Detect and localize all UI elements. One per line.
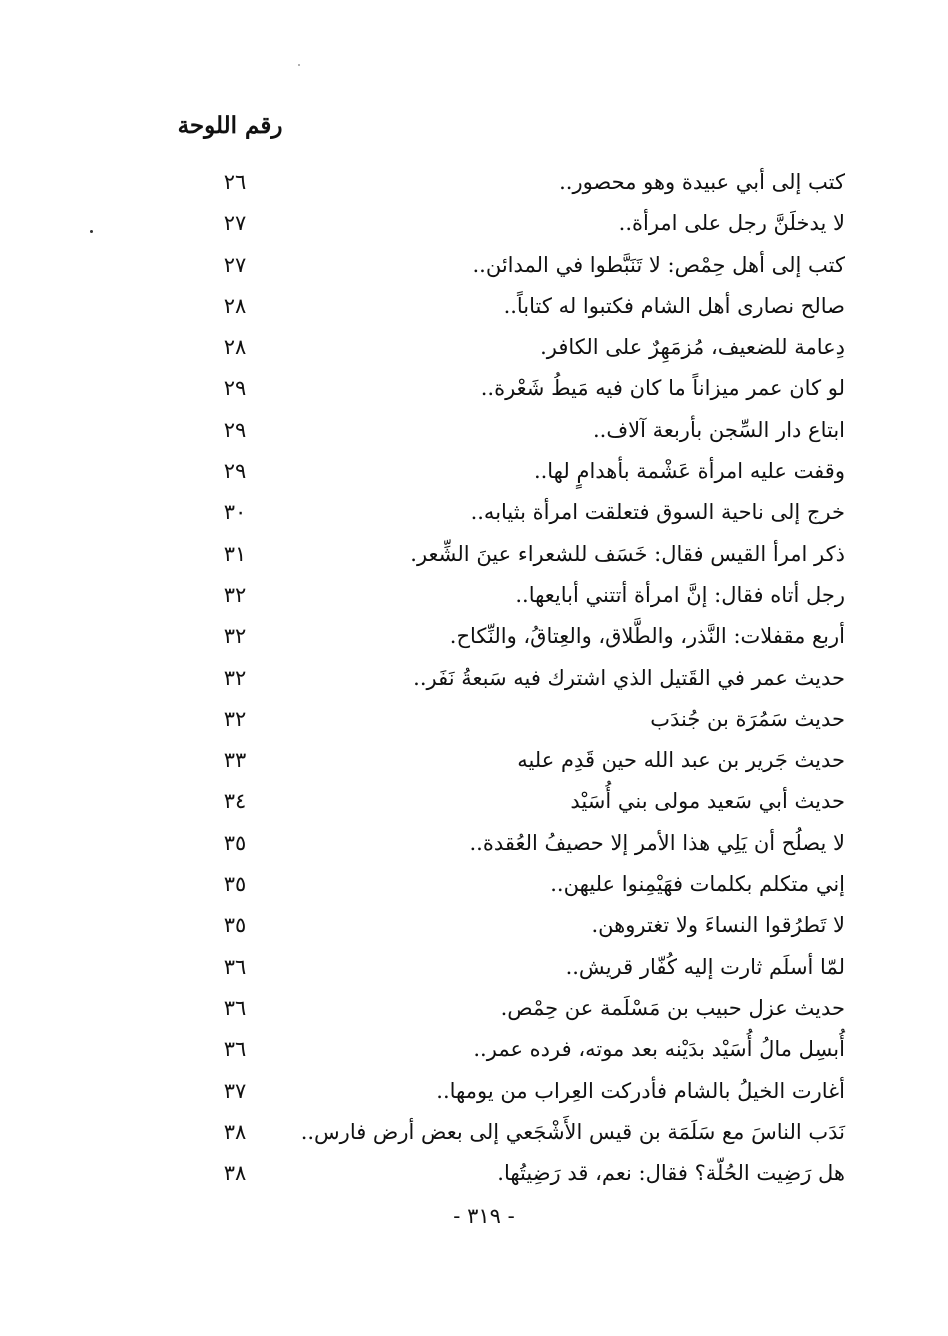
index-entry — [180, 575, 845, 616]
entry-title: أغارت الخيلُ بالشام فأدركت العِراب من يومها.. — [436, 1078, 845, 1103]
plate-number: ٢٨ — [223, 335, 247, 360]
index-entry — [180, 534, 845, 575]
plate-number: ٢٦ — [223, 170, 247, 194]
scan-speck — [298, 64, 300, 66]
plate-number: ٣٢ — [223, 624, 247, 649]
plate-number: ٣٦ — [223, 995, 247, 1020]
plate-number: ٣٦ — [223, 1037, 247, 1062]
plate-number: ٣٥ — [223, 872, 247, 897]
index-entry — [180, 823, 845, 864]
entry-title: حديث عمر في القَتيل الذي اشترك فيه سَبعةُ نَفَر.. — [413, 665, 845, 690]
plate-number: ٢٧ — [223, 211, 247, 236]
entry-title: كتب إلى أهل حِمْص: لا تَنَبَّطوا في المدائن.. — [472, 252, 845, 277]
entry-title: لو كان عمر ميزاناً ما كان فيه مَيطُ شَعْرة.. — [480, 376, 845, 401]
entry-title: كتب إلى أبي عبيدة وهو محصور.. — [559, 170, 845, 194]
plate-number: ٢٨ — [223, 293, 247, 318]
page-number: - ٣١٩ - — [453, 1204, 515, 1228]
plate-number: ٢٩ — [223, 376, 247, 401]
index-entry — [180, 1029, 845, 1070]
entry-title: ابتاع دار السِّجن بأربعة آلاف.. — [592, 417, 845, 442]
index-entry — [180, 740, 845, 781]
plate-number: ٣٠ — [223, 500, 247, 525]
entry-title: حديث أبي سَعيد مولى بني أُسَيْد — [570, 789, 845, 814]
plate-number: ٣٥ — [223, 913, 247, 938]
plate-number: ٣٣ — [223, 748, 247, 773]
plate-number: ٢٩ — [223, 459, 247, 484]
plate-number: ٢٩ — [223, 417, 247, 442]
index-entry — [180, 410, 845, 451]
index-entry — [180, 658, 845, 699]
plate-number: ٣٥ — [223, 830, 247, 855]
plate-number: ٣٧ — [223, 1078, 247, 1103]
entry-title: دِعامة للضعيف، مُزمَهِرٌ على الكافر. — [540, 335, 845, 360]
plate-number: ٣٢ — [223, 582, 247, 607]
index-entries-list — [180, 162, 845, 1194]
index-entry — [180, 245, 845, 286]
entry-title: حديث عزل حبيب بن مَسْلَمة عن حِمْص. — [500, 995, 845, 1020]
entry-title: لا تَطرُقوا النساءَ ولا تغتروهن. — [591, 913, 845, 938]
entry-title: حديث جَرير بن عبد الله حين قَدِم عليه — [517, 748, 845, 773]
plate-number: ٣٤ — [223, 789, 247, 814]
index-entry — [180, 286, 845, 327]
index-entry — [180, 988, 845, 1029]
entry-title: وقفت عليه امرأة عَشْمة بأهدامٍ لها.. — [533, 459, 845, 484]
entry-title: أُبسِل مالُ أُسَيْد بدَيْنه بعد موته، فرده عمر.. — [473, 1037, 845, 1062]
entry-title: خرج إلى ناحية السوق فتعلقت امرأة بثيابه.. — [470, 500, 845, 525]
index-entry — [180, 864, 845, 905]
entry-title: لا يصلُح أن يَلِي هذا الأمر إلا حصيفُ العُقدة.. — [469, 830, 845, 855]
plate-number: ٣٢ — [223, 665, 247, 690]
index-entry — [180, 368, 845, 409]
index-entry — [180, 616, 845, 657]
index-entry — [180, 947, 845, 988]
scan-speck — [90, 230, 93, 233]
plate-number: ٣٢ — [223, 706, 247, 731]
index-entry — [180, 781, 845, 822]
entry-title: نَدَب الناسَ مع سَلَمَة بن قيس الأَشْجَعي إلى بعض أرض فارس.. — [300, 1119, 845, 1144]
entry-title: لا يدخلَنَّ رجل على امرأة.. — [618, 211, 845, 236]
entry-title: رجل أتاه فقال: إنَّ امرأة أتتني أبايعها.. — [515, 582, 845, 607]
index-entry — [180, 162, 845, 203]
plate-number: ٣٨ — [223, 1161, 247, 1186]
index-entry — [180, 1153, 845, 1194]
index-entry — [180, 905, 845, 946]
entry-title: صالح نصارى أهل الشام فكتبوا له كتاباً.. — [503, 293, 845, 318]
index-entry — [180, 492, 845, 533]
entry-title: لمّا أسلَم ثارت إليه كُفّار قريش.. — [565, 954, 845, 979]
index-entry — [180, 327, 845, 368]
entry-title: ذكر امرأ القيس فقال: خَسَف للشعراء عينَ الشِّعر. — [410, 541, 845, 566]
index-entry — [180, 451, 845, 492]
entry-title: هل رَضِيت الحُلّة؟ فقال: نعم، قد رَضِيتُها. — [497, 1161, 845, 1186]
plate-number: ٣٨ — [223, 1119, 247, 1144]
entry-title: أربع مقفلات: النَّذر، والطَّلاق، والعِتاقُ، والنِّكاح. — [449, 624, 845, 649]
entry-title: إني متكلم بكلمات فهَيْمِنوا عليهن.. — [550, 872, 845, 897]
entry-title: حديث سَمُرَة بن جُندَب — [650, 706, 845, 731]
plate-number-column-header: رقم اللوحة — [177, 112, 283, 139]
index-entry — [180, 699, 845, 740]
index-entry — [180, 1112, 845, 1153]
plate-number: ٢٧ — [223, 252, 247, 277]
index-entry — [180, 203, 845, 244]
plate-number: ٣٦ — [223, 954, 247, 979]
index-entry — [180, 1071, 845, 1112]
plate-number: ٣١ — [223, 541, 247, 566]
